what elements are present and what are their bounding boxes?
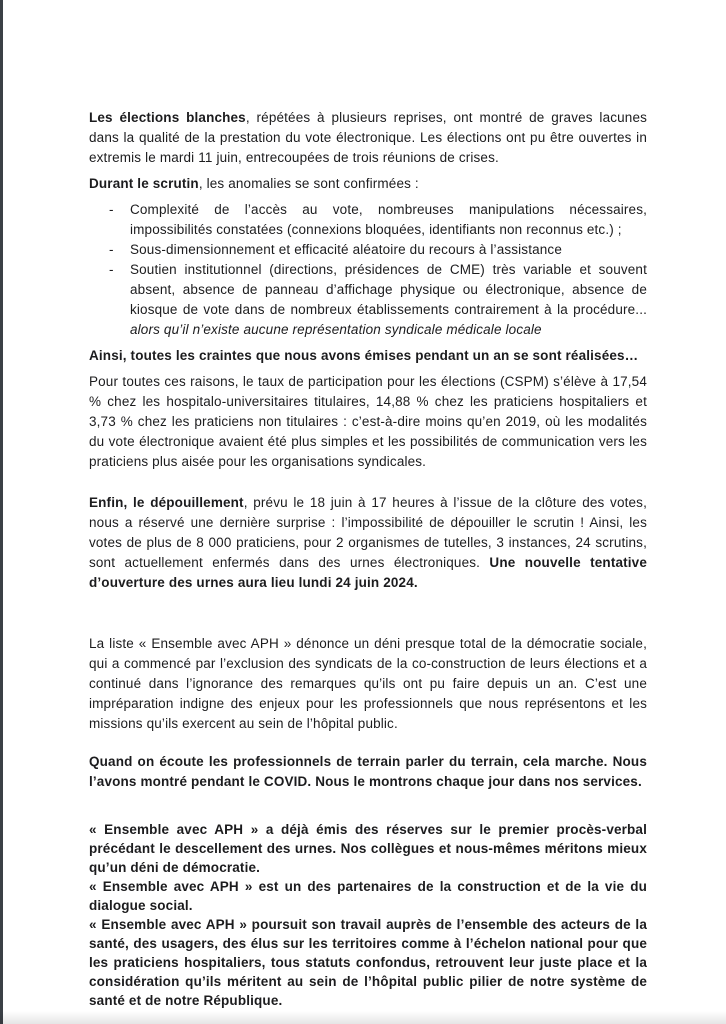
paragraph [89, 372, 647, 472]
bullet-dash: - [109, 202, 114, 217]
bold-text-run: « Ensemble avec APH » est un des partenaires de la construction et de la vie du dialogue social. [89, 879, 647, 913]
bullet-dash: - [109, 262, 114, 277]
text-run: Pour toutes ces raisons, le taux de participation pour les élections (CSPM) s’élève à 17,54 % chez les hospitalo-universitaires titulaires, 14,88 % chez les praticiens hospitaliers et 3,73 % chez les praticiens non titulaires : c’est-à-dire moins qu’en 2019, où les modalités du vote électronique avaient été plus simples et les possibilités de communication vers les praticiens plus aisée pour les organisations syndicales. [89, 374, 647, 469]
text-run: Soutien institutionnel (directions, présidences de CME) très variable et souvent absent, absence de panneau d’affichage physique ou électronique, absence de kiosque de vote dans de nombreux établissements contrairement à la procédure... [130, 262, 647, 317]
paragraph [89, 493, 647, 593]
bold-text-run: Ainsi, toutes les craintes que nous avons émises pendant un an se sont réalisées… [89, 348, 639, 363]
bold-text-run: Les élections blanches [89, 110, 246, 125]
page-left-edge [0, 0, 3, 1024]
paragraph-spacer [89, 599, 647, 634]
text-run: Complexité de l’accès au vote, nombreuses manipulations nécessaires, impossibilités constatées (connexions bloquées, identifiants non reconnus etc.) ; [130, 202, 647, 237]
list-item [89, 260, 647, 340]
bold-text-run: Enfin, le dépouillement [89, 495, 244, 510]
paragraph [89, 915, 647, 1010]
text-run: La liste « Ensemble avec APH » dénonce un déni presque total de la démocratie sociale, qui a commencé par l’exclusion des syndicats de la co-construction de leurs élections et a continué dans l’ignorance des remarques qu’ils ont pu faire depuis un an. C’est une impréparation indigne des enjeux pour les professionnels que nous représentons et les missions qu’ils exercent au sein de l’hôpital public. [89, 636, 647, 731]
bold-text-run: « Ensemble avec APH » a déjà émis des réserves sur le premier procès-verbal précédant le descellement des urnes. Nos collègues et nous-mêmes méritons mieux qu’un déni de démocratie. [89, 822, 647, 875]
bold-text-run: Quand on écoute les professionnels de terrain parler du terrain, cela marche. Nous l’avons montré pendant le COVID. Nous le montrons chaque jour dans nos services. [89, 754, 647, 789]
text-run: , répétées à plusieurs reprises, ont montré de graves lacunes dans la qualité de la prestation du vote électronique. Les élections ont pu être ouvertes in extremis le mardi 11 juin, entrecoupées de trois réunions de crises. [89, 110, 647, 165]
bold-text-run: Une nouvelle tentative d’ouverture des urnes aura lieu lundi 24 juin 2024. [89, 555, 647, 590]
text-run: Sous-dimensionnement et efficacité aléatoire du recours à l’assistance [130, 242, 562, 257]
document-content [89, 108, 647, 1010]
paragraph [89, 877, 647, 915]
list-item [89, 200, 647, 240]
anomalies-list [89, 200, 647, 340]
paragraph [89, 174, 647, 194]
list-item [89, 240, 647, 260]
bullet-dash: - [109, 242, 114, 257]
text-run: , prévu le 18 juin à 17 heures à l’issue de la clôture des votes, nous a réservé une dernière surprise : l’impossibilité de dépouiller le scrutin ! Ainsi, les votes de plus de 8 000 praticiens, pour 2 organismes de tutelles, 3 instances, 24 scrutins, sont actuellement enfermés dans des urnes électroniques. [89, 495, 647, 570]
paragraph-spacer [89, 798, 647, 820]
paragraph-spacer [89, 478, 647, 493]
paragraph [89, 108, 647, 168]
bold-text-run: Durant le scrutin [89, 176, 199, 191]
bold-text-run: « Ensemble avec APH » poursuit son travail auprès de l’ensemble des acteurs de la santé, des usagers, des élus sur les territoires comme à l’échelon national pour que les praticiens hospitaliers, tous statuts confondus, retrouvent leur juste place et la considération qu’ils méritent au sein de l’hôpital public pilier de notre système de santé et de notre République. [89, 917, 647, 1008]
page-bottom-shadow [0, 1011, 726, 1024]
italic-text-run: alors qu’il n’existe aucune représentation syndicale médicale locale [130, 322, 542, 337]
paragraph-spacer [89, 740, 647, 752]
paragraph [89, 820, 647, 877]
paragraph [89, 634, 647, 734]
paragraph [89, 752, 647, 792]
paragraph [89, 346, 647, 366]
text-run: , les anomalies se sont confirmées : [198, 176, 419, 191]
